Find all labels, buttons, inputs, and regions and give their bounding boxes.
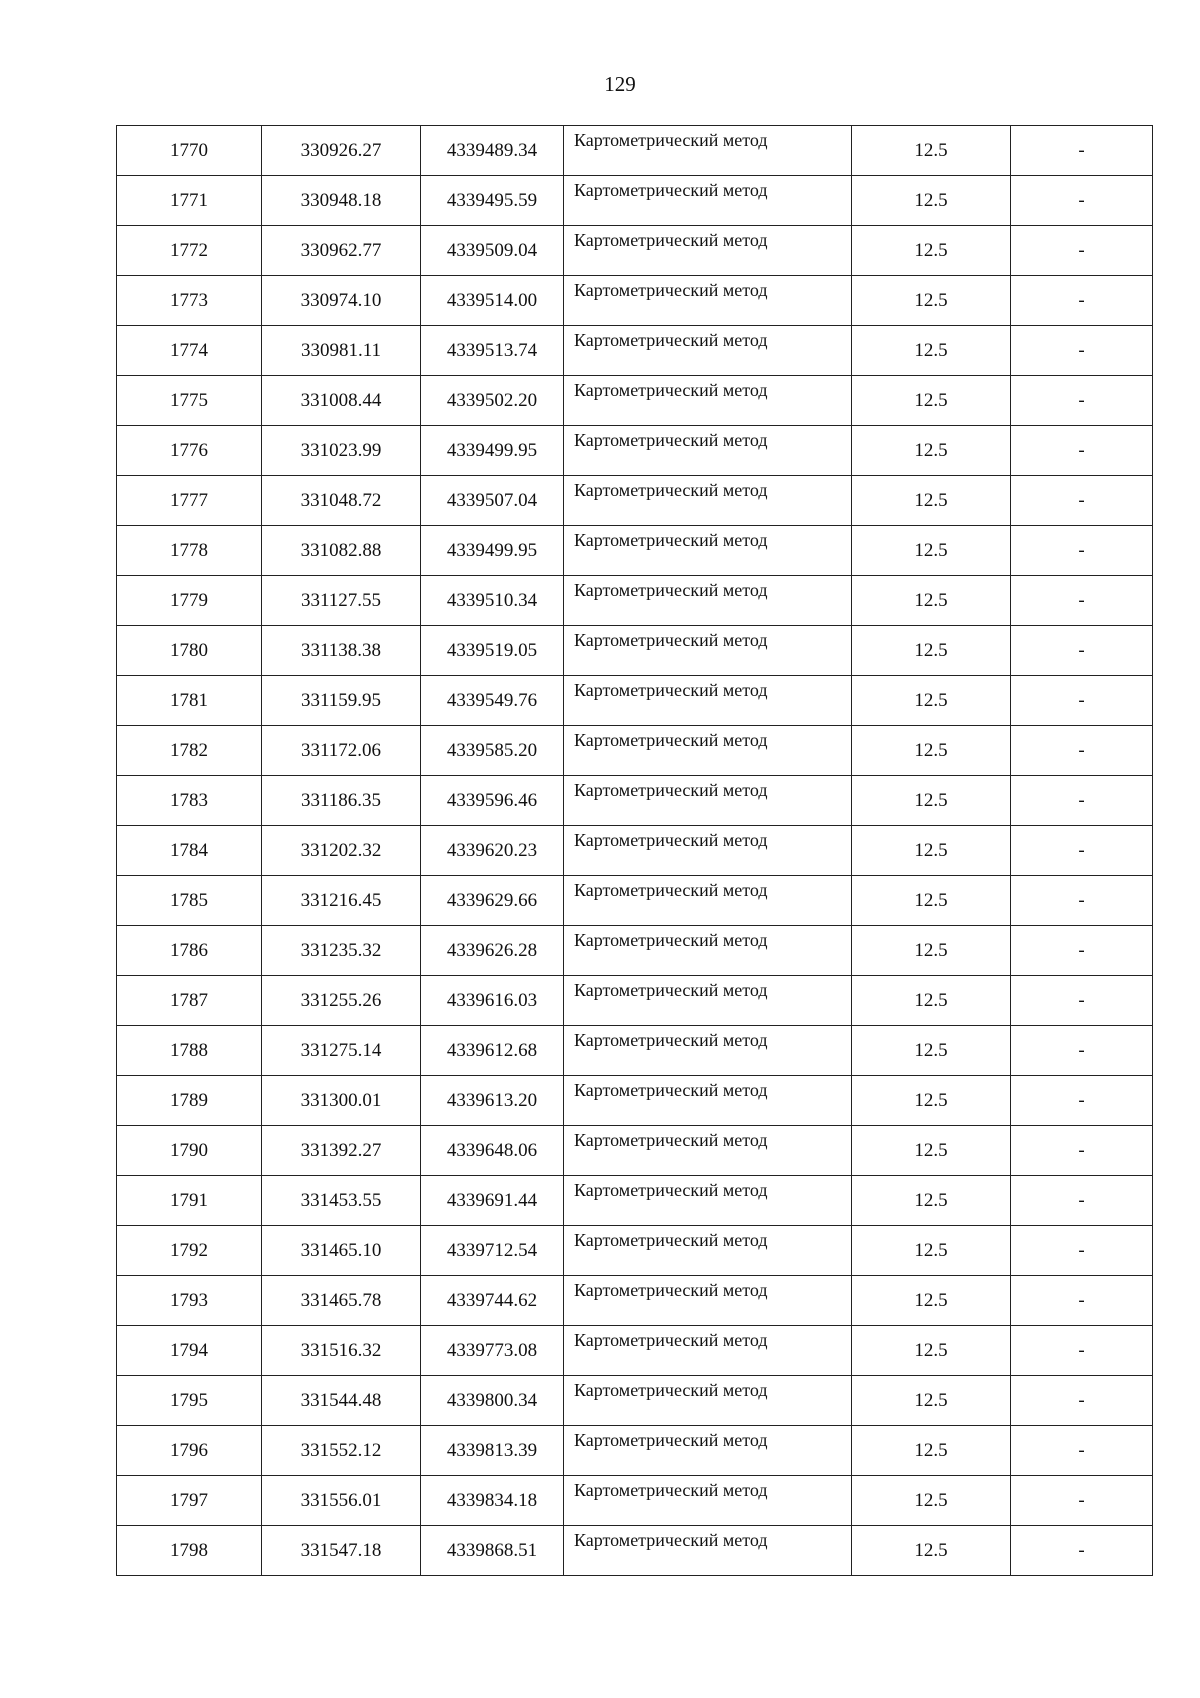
- method-cell: Картометрический метод: [564, 176, 852, 226]
- method-cell: Картометрический метод: [564, 526, 852, 576]
- description-cell: -: [1011, 476, 1153, 526]
- y-coordinate-cell: 4339502.20: [421, 376, 564, 426]
- description-cell: -: [1011, 1426, 1153, 1476]
- description-cell: -: [1011, 826, 1153, 876]
- x-coordinate-cell: 331008.44: [262, 376, 421, 426]
- table-row: [117, 526, 1153, 576]
- accuracy-cell: 12.5: [852, 826, 1011, 876]
- x-coordinate-cell: 330948.18: [262, 176, 421, 226]
- description-cell: -: [1011, 576, 1153, 626]
- description-cell: -: [1011, 226, 1153, 276]
- point-number-cell: 1789: [117, 1076, 262, 1126]
- table-row: [117, 1276, 1153, 1326]
- description-cell: -: [1011, 276, 1153, 326]
- x-coordinate-cell: 331465.78: [262, 1276, 421, 1326]
- x-coordinate-cell: 331235.32: [262, 926, 421, 976]
- accuracy-cell: 12.5: [852, 126, 1011, 176]
- point-number-cell: 1783: [117, 776, 262, 826]
- description-cell: -: [1011, 976, 1153, 1026]
- x-coordinate-cell: 331172.06: [262, 726, 421, 776]
- point-number-cell: 1798: [117, 1526, 262, 1576]
- description-cell: -: [1011, 1126, 1153, 1176]
- y-coordinate-cell: 4339800.34: [421, 1376, 564, 1426]
- table-row: [117, 1476, 1153, 1526]
- table-row: [117, 476, 1153, 526]
- y-coordinate-cell: 4339620.23: [421, 826, 564, 876]
- y-coordinate-cell: 4339629.66: [421, 876, 564, 926]
- table-row: [117, 1126, 1153, 1176]
- y-coordinate-cell: 4339616.03: [421, 976, 564, 1026]
- table-row: [117, 1176, 1153, 1226]
- point-number-cell: 1770: [117, 126, 262, 176]
- y-coordinate-cell: 4339549.76: [421, 676, 564, 726]
- method-cell: Картометрический метод: [564, 226, 852, 276]
- x-coordinate-cell: 331516.32: [262, 1326, 421, 1376]
- method-cell: Картометрический метод: [564, 1426, 852, 1476]
- accuracy-cell: 12.5: [852, 326, 1011, 376]
- table-row: [117, 1026, 1153, 1076]
- accuracy-cell: 12.5: [852, 276, 1011, 326]
- x-coordinate-cell: 331544.48: [262, 1376, 421, 1426]
- point-number-cell: 1788: [117, 1026, 262, 1076]
- method-cell: Картометрический метод: [564, 126, 852, 176]
- accuracy-cell: 12.5: [852, 1376, 1011, 1426]
- description-cell: -: [1011, 776, 1153, 826]
- accuracy-cell: 12.5: [852, 1326, 1011, 1376]
- point-number-cell: 1787: [117, 976, 262, 1026]
- table-row: [117, 126, 1153, 176]
- x-coordinate-cell: 331392.27: [262, 1126, 421, 1176]
- table-row: [117, 926, 1153, 976]
- table-row: [117, 626, 1153, 676]
- point-number-cell: 1791: [117, 1176, 262, 1226]
- x-coordinate-cell: 330981.11: [262, 326, 421, 376]
- point-number-cell: 1795: [117, 1376, 262, 1426]
- description-cell: -: [1011, 1326, 1153, 1376]
- accuracy-cell: 12.5: [852, 1076, 1011, 1126]
- table-row: [117, 776, 1153, 826]
- accuracy-cell: 12.5: [852, 1426, 1011, 1476]
- accuracy-cell: 12.5: [852, 1126, 1011, 1176]
- description-cell: -: [1011, 126, 1153, 176]
- table-row: [117, 176, 1153, 226]
- method-cell: Картометрический метод: [564, 876, 852, 926]
- table-row: [117, 1226, 1153, 1276]
- description-cell: -: [1011, 876, 1153, 926]
- x-coordinate-cell: 330962.77: [262, 226, 421, 276]
- accuracy-cell: 12.5: [852, 426, 1011, 476]
- y-coordinate-cell: 4339495.59: [421, 176, 564, 226]
- accuracy-cell: 12.5: [852, 1276, 1011, 1326]
- table-row: [117, 1076, 1153, 1126]
- point-number-cell: 1793: [117, 1276, 262, 1326]
- method-cell: Картометрический метод: [564, 1126, 852, 1176]
- point-number-cell: 1781: [117, 676, 262, 726]
- accuracy-cell: 12.5: [852, 1526, 1011, 1576]
- table-row: [117, 1326, 1153, 1376]
- method-cell: Картометрический метод: [564, 1526, 852, 1576]
- accuracy-cell: 12.5: [852, 876, 1011, 926]
- accuracy-cell: 12.5: [852, 1226, 1011, 1276]
- x-coordinate-cell: 331138.38: [262, 626, 421, 676]
- description-cell: -: [1011, 176, 1153, 226]
- method-cell: Картометрический метод: [564, 426, 852, 476]
- description-cell: -: [1011, 326, 1153, 376]
- x-coordinate-cell: 331275.14: [262, 1026, 421, 1076]
- x-coordinate-cell: 331127.55: [262, 576, 421, 626]
- method-cell: Картометрический метод: [564, 726, 852, 776]
- x-coordinate-cell: 330974.10: [262, 276, 421, 326]
- x-coordinate-cell: 331547.18: [262, 1526, 421, 1576]
- method-cell: Картометрический метод: [564, 1376, 852, 1426]
- description-cell: -: [1011, 926, 1153, 976]
- description-cell: -: [1011, 526, 1153, 576]
- description-cell: -: [1011, 1026, 1153, 1076]
- table-row: [117, 426, 1153, 476]
- table-row: [117, 276, 1153, 326]
- x-coordinate-cell: 331186.35: [262, 776, 421, 826]
- table-row: [117, 1426, 1153, 1476]
- table-row: [117, 676, 1153, 726]
- description-cell: -: [1011, 1226, 1153, 1276]
- x-coordinate-cell: 331556.01: [262, 1476, 421, 1526]
- description-cell: -: [1011, 1076, 1153, 1126]
- y-coordinate-cell: 4339648.06: [421, 1126, 564, 1176]
- description-cell: -: [1011, 1476, 1153, 1526]
- method-cell: Картометрический метод: [564, 676, 852, 726]
- table-row: [117, 976, 1153, 1026]
- y-coordinate-cell: 4339834.18: [421, 1476, 564, 1526]
- method-cell: Картометрический метод: [564, 976, 852, 1026]
- table-row: [117, 376, 1153, 426]
- point-number-cell: 1776: [117, 426, 262, 476]
- x-coordinate-cell: 331159.95: [262, 676, 421, 726]
- x-coordinate-cell: 331552.12: [262, 1426, 421, 1476]
- method-cell: Картометрический метод: [564, 276, 852, 326]
- x-coordinate-cell: 331023.99: [262, 426, 421, 476]
- method-cell: Картометрический метод: [564, 1326, 852, 1376]
- method-cell: Картометрический метод: [564, 1026, 852, 1076]
- point-number-cell: 1774: [117, 326, 262, 376]
- table-row: [117, 1376, 1153, 1426]
- accuracy-cell: 12.5: [852, 476, 1011, 526]
- y-coordinate-cell: 4339773.08: [421, 1326, 564, 1376]
- x-coordinate-cell: 331300.01: [262, 1076, 421, 1126]
- accuracy-cell: 12.5: [852, 926, 1011, 976]
- point-number-cell: 1771: [117, 176, 262, 226]
- point-number-cell: 1790: [117, 1126, 262, 1176]
- accuracy-cell: 12.5: [852, 726, 1011, 776]
- y-coordinate-cell: 4339626.28: [421, 926, 564, 976]
- accuracy-cell: 12.5: [852, 976, 1011, 1026]
- method-cell: Картометрический метод: [564, 1276, 852, 1326]
- x-coordinate-cell: 331082.88: [262, 526, 421, 576]
- y-coordinate-cell: 4339513.74: [421, 326, 564, 376]
- y-coordinate-cell: 4339510.34: [421, 576, 564, 626]
- table-row: [117, 326, 1153, 376]
- accuracy-cell: 12.5: [852, 676, 1011, 726]
- method-cell: Картометрический метод: [564, 476, 852, 526]
- accuracy-cell: 12.5: [852, 1026, 1011, 1076]
- point-number-cell: 1782: [117, 726, 262, 776]
- y-coordinate-cell: 4339514.00: [421, 276, 564, 326]
- y-coordinate-cell: 4339585.20: [421, 726, 564, 776]
- point-number-cell: 1792: [117, 1226, 262, 1276]
- point-number-cell: 1779: [117, 576, 262, 626]
- accuracy-cell: 12.5: [852, 626, 1011, 676]
- y-coordinate-cell: 4339519.05: [421, 626, 564, 676]
- y-coordinate-cell: 4339868.51: [421, 1526, 564, 1576]
- x-coordinate-cell: 331255.26: [262, 976, 421, 1026]
- method-cell: Картометрический метод: [564, 626, 852, 676]
- accuracy-cell: 12.5: [852, 576, 1011, 626]
- point-number-cell: 1785: [117, 876, 262, 926]
- x-coordinate-cell: 331216.45: [262, 876, 421, 926]
- point-number-cell: 1786: [117, 926, 262, 976]
- x-coordinate-cell: 331465.10: [262, 1226, 421, 1276]
- point-number-cell: 1773: [117, 276, 262, 326]
- description-cell: -: [1011, 1276, 1153, 1326]
- accuracy-cell: 12.5: [852, 776, 1011, 826]
- accuracy-cell: 12.5: [852, 1176, 1011, 1226]
- table-row: [117, 226, 1153, 276]
- accuracy-cell: 12.5: [852, 526, 1011, 576]
- point-number-cell: 1780: [117, 626, 262, 676]
- y-coordinate-cell: 4339712.54: [421, 1226, 564, 1276]
- y-coordinate-cell: 4339613.20: [421, 1076, 564, 1126]
- point-number-cell: 1775: [117, 376, 262, 426]
- table-row: [117, 726, 1153, 776]
- description-cell: -: [1011, 1526, 1153, 1576]
- method-cell: Картометрический метод: [564, 1476, 852, 1526]
- x-coordinate-cell: 331048.72: [262, 476, 421, 526]
- point-number-cell: 1794: [117, 1326, 262, 1376]
- description-cell: -: [1011, 726, 1153, 776]
- method-cell: Картометрический метод: [564, 576, 852, 626]
- table-row: [117, 1526, 1153, 1576]
- point-number-cell: 1772: [117, 226, 262, 276]
- description-cell: -: [1011, 1376, 1153, 1426]
- table-body: [117, 126, 1153, 1576]
- y-coordinate-cell: 4339489.34: [421, 126, 564, 176]
- x-coordinate-cell: 331453.55: [262, 1176, 421, 1226]
- y-coordinate-cell: 4339596.46: [421, 776, 564, 826]
- accuracy-cell: 12.5: [852, 226, 1011, 276]
- point-number-cell: 1777: [117, 476, 262, 526]
- point-number-cell: 1796: [117, 1426, 262, 1476]
- method-cell: Картометрический метод: [564, 326, 852, 376]
- x-coordinate-cell: 331202.32: [262, 826, 421, 876]
- method-cell: Картометрический метод: [564, 776, 852, 826]
- x-coordinate-cell: 330926.27: [262, 126, 421, 176]
- method-cell: Картометрический метод: [564, 826, 852, 876]
- method-cell: Картометрический метод: [564, 926, 852, 976]
- point-number-cell: 1797: [117, 1476, 262, 1526]
- coordinates-table: [116, 125, 1153, 1576]
- y-coordinate-cell: 4339813.39: [421, 1426, 564, 1476]
- method-cell: Картометрический метод: [564, 1226, 852, 1276]
- y-coordinate-cell: 4339744.62: [421, 1276, 564, 1326]
- y-coordinate-cell: 4339499.95: [421, 426, 564, 476]
- description-cell: -: [1011, 626, 1153, 676]
- table-row: [117, 876, 1153, 926]
- table-row: [117, 826, 1153, 876]
- y-coordinate-cell: 4339509.04: [421, 226, 564, 276]
- y-coordinate-cell: 4339612.68: [421, 1026, 564, 1076]
- method-cell: Картометрический метод: [564, 376, 852, 426]
- point-number-cell: 1778: [117, 526, 262, 576]
- accuracy-cell: 12.5: [852, 1476, 1011, 1526]
- accuracy-cell: 12.5: [852, 176, 1011, 226]
- method-cell: Картометрический метод: [564, 1076, 852, 1126]
- y-coordinate-cell: 4339507.04: [421, 476, 564, 526]
- description-cell: -: [1011, 676, 1153, 726]
- method-cell: Картометрический метод: [564, 1176, 852, 1226]
- y-coordinate-cell: 4339691.44: [421, 1176, 564, 1226]
- description-cell: -: [1011, 426, 1153, 476]
- description-cell: -: [1011, 1176, 1153, 1226]
- point-number-cell: 1784: [117, 826, 262, 876]
- table-row: [117, 576, 1153, 626]
- y-coordinate-cell: 4339499.95: [421, 526, 564, 576]
- page-number: 129: [604, 72, 636, 96]
- description-cell: -: [1011, 376, 1153, 426]
- accuracy-cell: 12.5: [852, 376, 1011, 426]
